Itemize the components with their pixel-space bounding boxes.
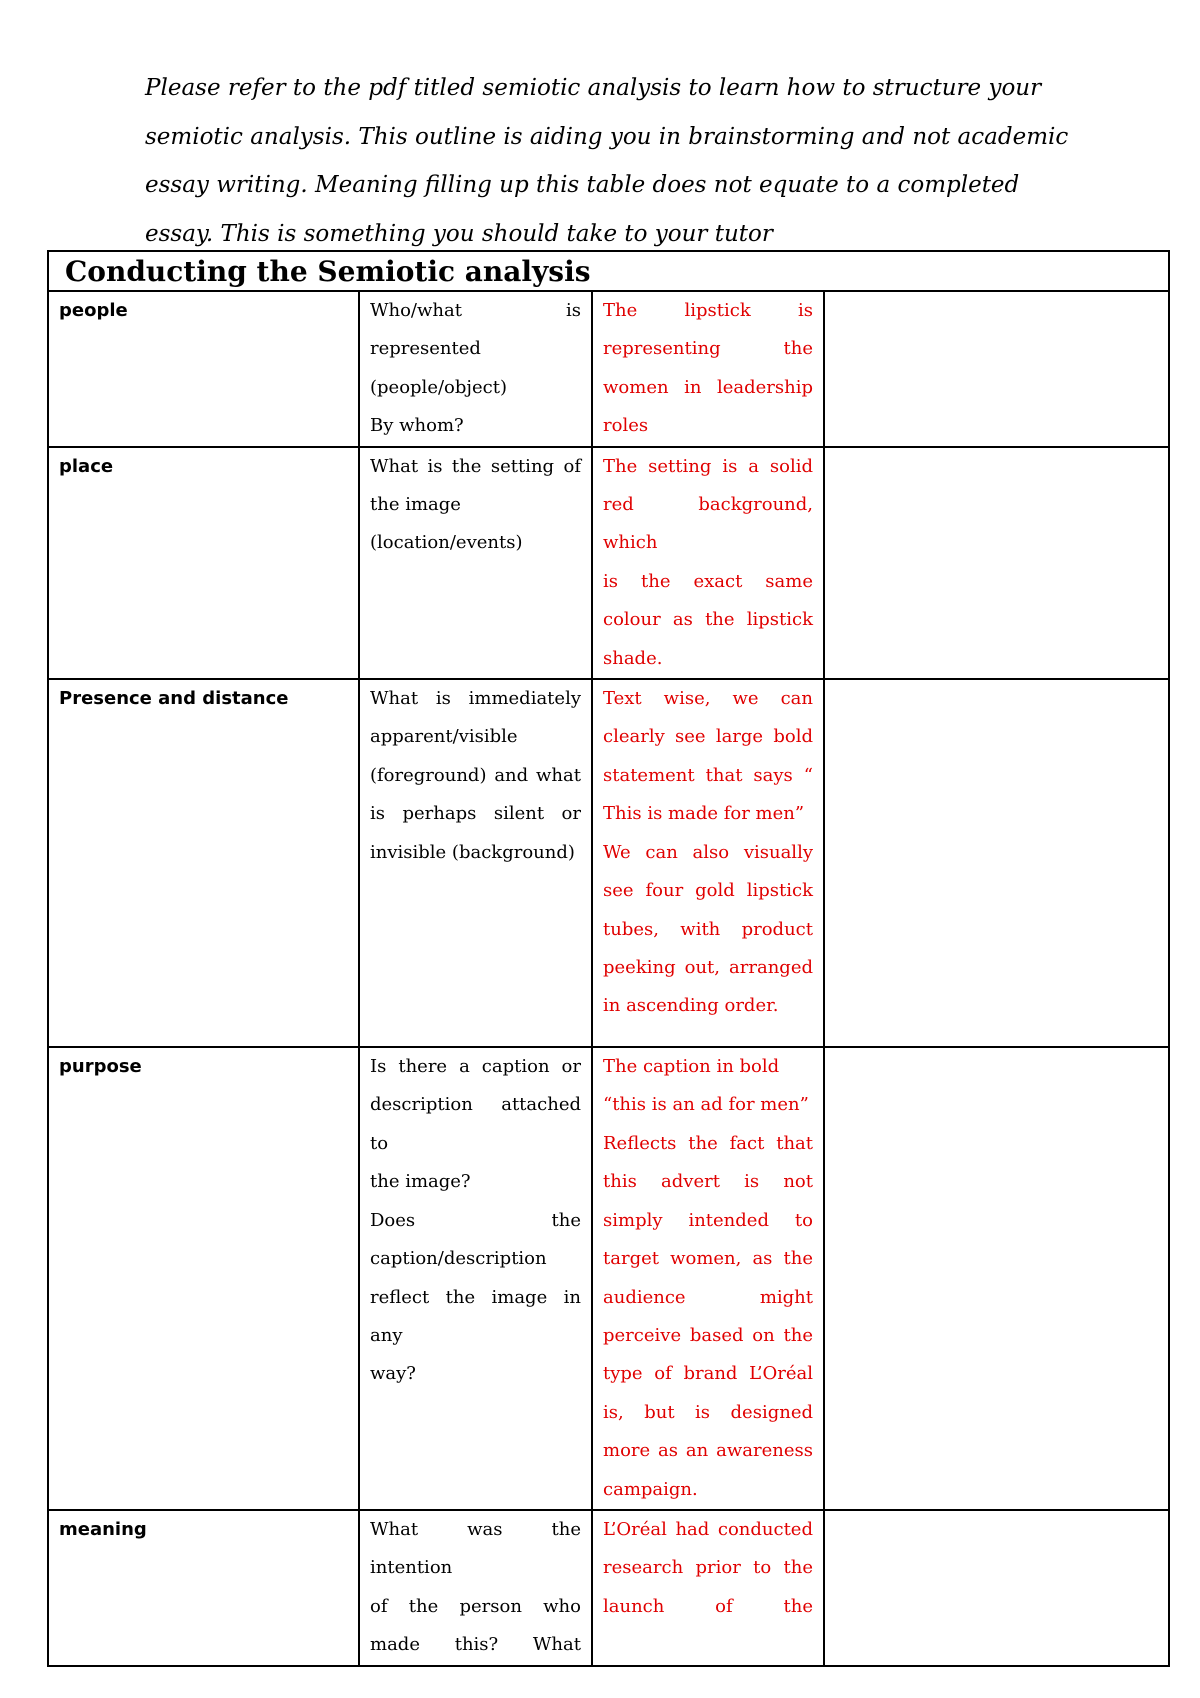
answer-line: statement that says “: [603, 764, 813, 786]
answer-line: tubes, with product: [603, 918, 813, 940]
table-row: [48, 291, 1169, 447]
question-line: is perhaps silent or: [370, 803, 581, 825]
answer-line: peeking out, arranged: [603, 956, 813, 978]
answer-line: The caption in bold: [603, 1056, 780, 1078]
row-label: place: [48, 447, 359, 679]
intro-line: essay. This is something you should take to your tutor: [145, 220, 773, 247]
question-line: the image?: [370, 1171, 471, 1193]
answer-line: research prior to the: [603, 1557, 813, 1579]
question-line: What was the intention: [370, 1518, 581, 1579]
question-line: What is immediately: [370, 688, 581, 710]
question-line: (people/object): [370, 376, 507, 398]
empty-cell: [824, 1510, 1169, 1666]
answer-line: roles: [603, 415, 649, 437]
answer-line: women in leadership: [603, 376, 813, 398]
answer-line: clearly see large bold: [603, 726, 813, 748]
intro-line: essay writing. Meaning filling up this table does not equate to a completed: [145, 172, 1020, 198]
question-line: description attached to: [370, 1094, 581, 1154]
question-line: caption/description: [370, 1248, 547, 1270]
table-row: [48, 1510, 1169, 1666]
answer-line: campaign.: [603, 1478, 698, 1500]
table-row: [48, 1047, 1169, 1510]
answer-line: Reflects the fact that: [603, 1132, 813, 1154]
question-line: (foreground) and what: [370, 764, 581, 786]
answer-cell: [592, 291, 824, 447]
question-line: Does the: [370, 1209, 581, 1231]
row-label: Presence and distance: [48, 679, 359, 1047]
question-line: way?: [370, 1363, 416, 1385]
answer-line: audience might: [603, 1286, 813, 1308]
table-heading: Conducting the Semiotic analysis: [48, 251, 1169, 291]
question-line: reflect the image in any: [370, 1286, 581, 1346]
answer-line: We can also visually: [603, 841, 813, 863]
answer-line: is the exact same: [603, 570, 813, 592]
question-line: Who/what is: [370, 300, 581, 321]
question-line: invisible (background): [370, 841, 575, 863]
answer-line: “this is an ad for men”: [603, 1094, 809, 1116]
answer-cell: [592, 679, 824, 1047]
table-row: [48, 679, 1169, 1047]
question-line: of the person who: [370, 1595, 581, 1617]
intro-instructions: [145, 64, 1075, 258]
question-line: By whom?: [370, 415, 464, 437]
intro-line: semiotic analysis. This outline is aiding you in brainstorming and not academic: [145, 123, 1069, 150]
empty-cell: [824, 1047, 1169, 1510]
answer-line: is, but is designed: [603, 1401, 813, 1423]
answer-line: The setting is a solid: [603, 455, 813, 477]
answer-line: see four gold lipstick: [603, 880, 813, 902]
answer-line: shade.: [603, 647, 663, 669]
question-line: (location/events): [370, 532, 523, 554]
question-cell: [359, 1510, 592, 1666]
answer-line: The lipstick is: [603, 300, 813, 321]
answer-line: in ascending order.: [603, 995, 779, 1017]
answer-line: more as an awareness: [603, 1440, 813, 1462]
empty-cell: [824, 447, 1169, 679]
answer-line: perceive based on the: [603, 1324, 813, 1346]
question-cell: [359, 679, 592, 1047]
question-line: apparent/visible: [370, 726, 518, 748]
answer-line: representing the: [603, 338, 813, 360]
question-line: represented: [370, 338, 481, 360]
answer-line: colour as the lipstick: [603, 609, 813, 631]
semiotic-analysis-table: [47, 250, 1170, 1667]
question-line: Is there a caption or: [370, 1056, 581, 1078]
question-cell: [359, 291, 592, 447]
answer-line: type of brand L’Oréal: [603, 1363, 813, 1385]
question-cell: [359, 1047, 592, 1510]
row-label: people: [48, 291, 359, 447]
answer-cell: [592, 447, 824, 679]
row-label: purpose: [48, 1047, 359, 1510]
answer-line: This is made for men”: [603, 803, 805, 825]
empty-cell: [824, 291, 1169, 447]
table-row: [48, 447, 1169, 679]
answer-line: launch of the: [603, 1595, 813, 1617]
answer-line: simply intended to: [603, 1209, 813, 1231]
answer-line: target women, as the: [603, 1248, 813, 1270]
answer-line: L’Oréal had conducted: [603, 1518, 813, 1540]
row-label: meaning: [48, 1510, 359, 1666]
question-line: What is the setting of: [370, 455, 581, 477]
empty-cell: [824, 679, 1169, 1047]
question-line: made this? What: [370, 1634, 581, 1656]
table-heading-row: [48, 251, 1169, 291]
answer-line: Text wise, we can: [603, 688, 813, 710]
intro-line: Please refer to the pdf titled semiotic analysis to learn how to structure your: [145, 75, 1042, 101]
answer-line: red background, which: [603, 494, 813, 554]
question-line: the image: [370, 494, 461, 516]
answer-cell: [592, 1510, 824, 1666]
question-cell: [359, 447, 592, 679]
answer-line: this advert is not: [603, 1171, 813, 1193]
answer-cell: [592, 1047, 824, 1510]
